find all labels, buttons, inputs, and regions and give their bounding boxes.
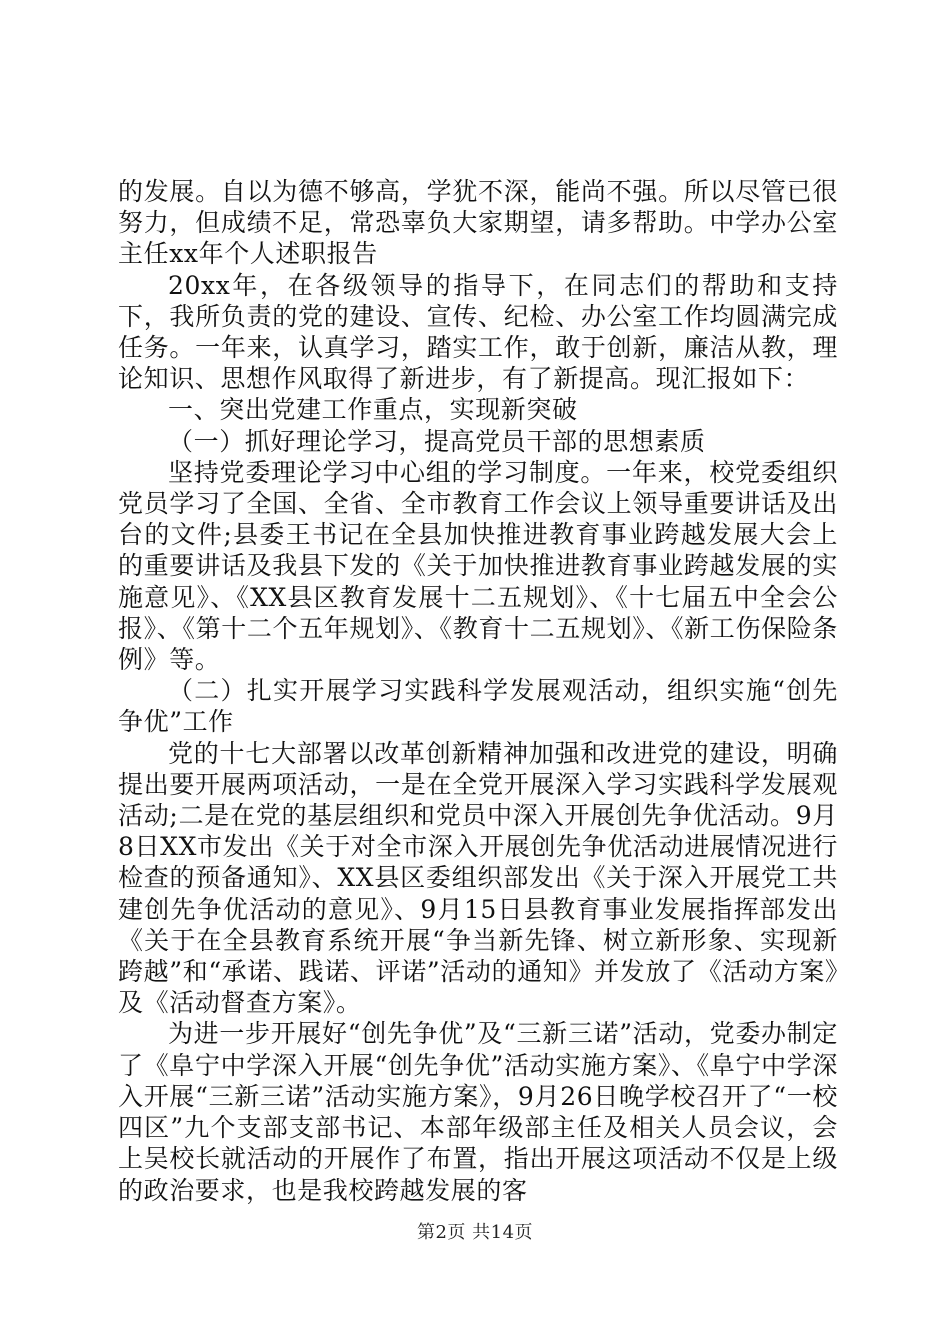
paragraph-theory-study: 坚持党委理论学习中心组的学习制度。一年来，校党委组织党员学习了全国、全省、全市教育工作会议上领导重要讲话及出台的文件;县委王书记在全县加快推进教育事业跨越发展大会上的重要讲话及我县下发的《关于加快推进教育事业跨越发展的实施意见》、《XX县区教育发展十二五规划》、《十七届五中全会公报》、《第十二个五年规划》、《教育十二五规划》、《新工伤保险条例》等。 <box>118 457 838 675</box>
section-heading-1: 一、突出党建工作重点，实现新突破 <box>168 395 578 425</box>
page-number-footer: 第2页 共14页 <box>416 1222 534 1243</box>
paragraph-implementation: 为进一步开展好“创先争优”及“三新三诺”活动，党委办制定了《阜宁中学深入开展“创先争优”活动实施方案》、《阜宁中学深入开展“三新三诺”活动实施方案》，9月26日晚学校召开了“一校四区”九个支部支部书记、本部年级部主任及相关人员会议，会上吴校长就活动的开展作了布置，指出开展这项活动不仅是上级的政治要求，也是我校跨越发展的客 <box>118 1019 838 1205</box>
paragraph-two-activities: 党的十七大部署以改革创新精神加强和改进党的建设，明确提出要开展两项活动，一是在全党开展深入学习实践科学发展观活动;二是在党的基层组织和党员中深入开展创先争优活动。9月8日XX市发出《关于对全市深入开展创先争优活动进展情况进行检查的预备通知》、XX县区委组织部发出《关于深入开展党工共建创先争优活动的意见》、9月15日县教育事业发展指挥部发出《关于在全县教育系统开展“争当新先锋、树立新形象、实现新跨越”和“承诺、践诺、评诺”活动的通知》并发放了《活动方案》及《活动督查方案》。 <box>118 738 838 1018</box>
subsection-heading-2: （二）扎实开展学习实践科学发展观活动，组织实施“创先争优”工作 <box>118 676 838 737</box>
document-body <box>118 176 838 1206</box>
paragraph-intro: 20xx年，在各级领导的指导下，在同志们的帮助和支持下，我所负责的党的建设、宣传、纪检、办公室工作均圆满完成任务。一年来，认真学习，踏实工作，敢于创新，廉洁从教，理论知识、思想作风取得了新进步，有了新提高。现汇报如下： <box>118 270 838 394</box>
paragraph-continuation: 的发展。自以为德不够高，学犹不深，能尚不强。所以尽管已很努力，但成绩不足，常恐辜负大家期望，请多帮助。中学办公室主任xx年个人述职报告 <box>118 177 838 269</box>
subsection-heading-1: （一）抓好理论学习，提高党员干部的思想素质 <box>168 426 706 456</box>
